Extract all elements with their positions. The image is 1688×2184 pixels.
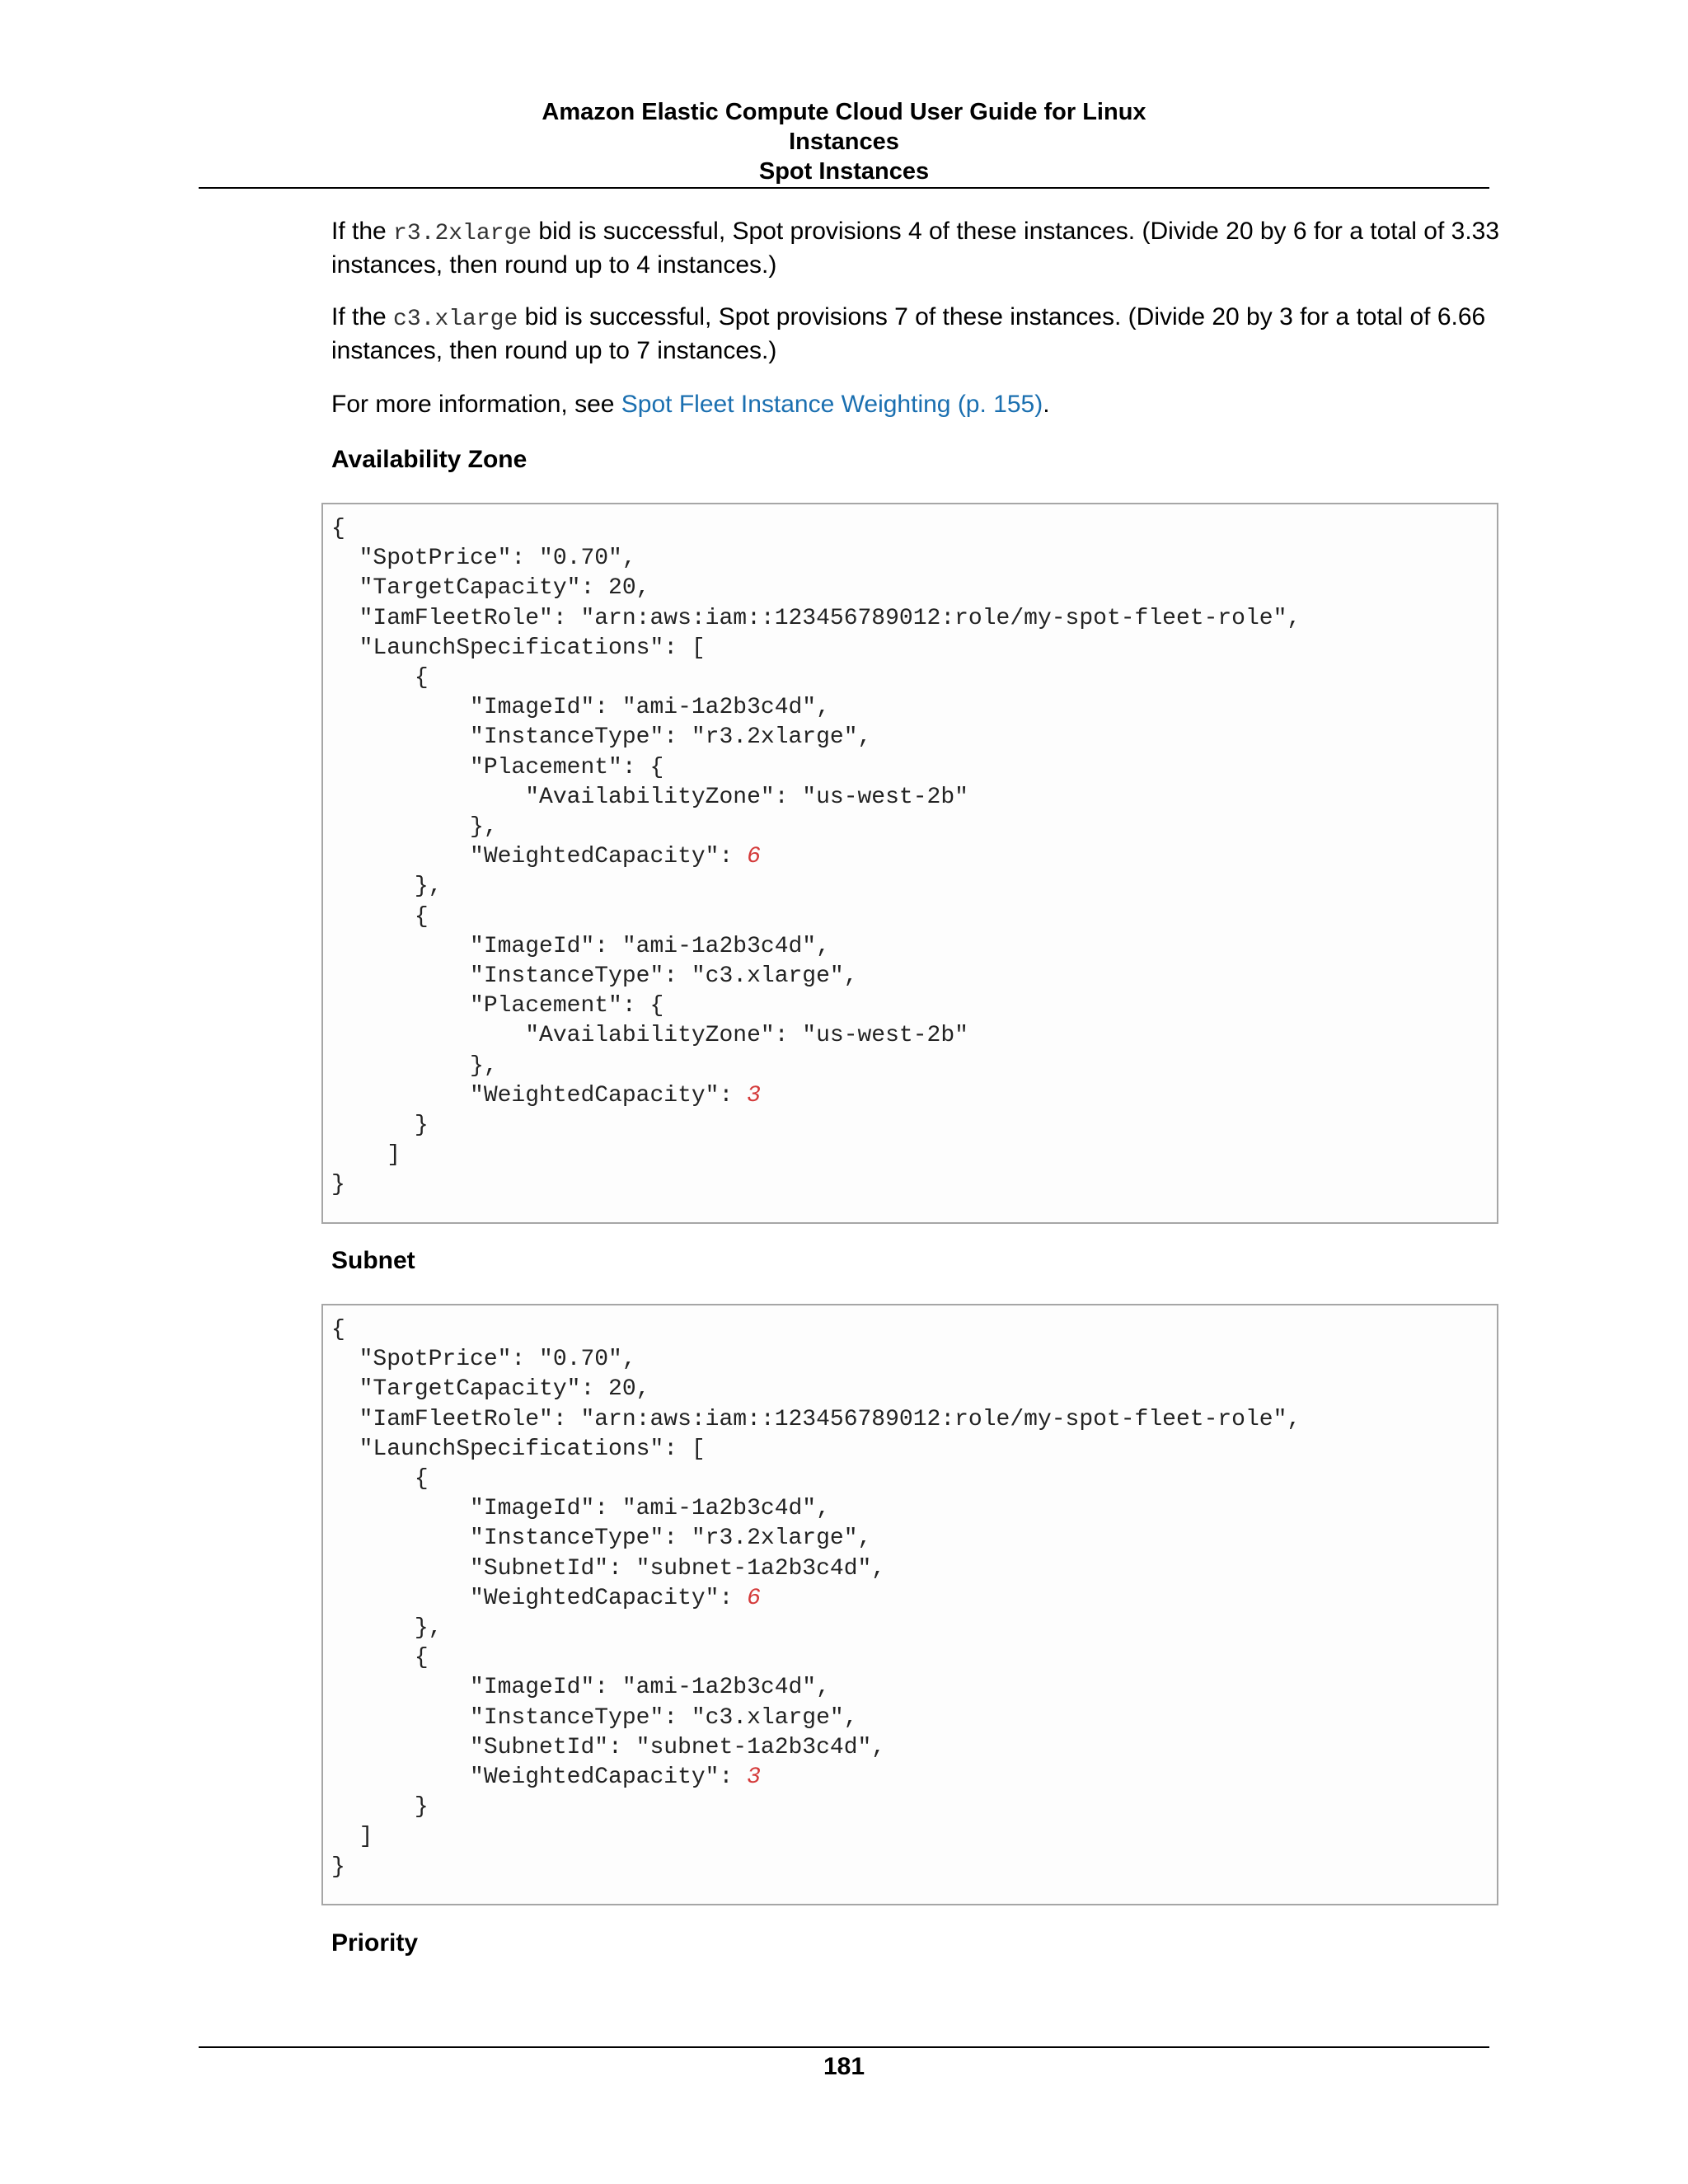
code-line: "WeightedCapacity": (331, 1585, 748, 1611)
code-line: { (331, 1645, 429, 1671)
code-line: }, (331, 1615, 443, 1642)
code-line: "WeightedCapacity": (331, 1082, 748, 1108)
code-line: "AvailabilityZone": "us-west-2b" (331, 1023, 968, 1049)
code-line: "ImageId": "ami-1a2b3c4d", (331, 1675, 830, 1701)
header-chapter: Instances (789, 129, 899, 155)
availability-zone-code-block (321, 503, 1498, 1224)
code-line: "SubnetId": "subnet-1a2b3c4d", (331, 1555, 886, 1582)
code-line: "Placement": { (331, 754, 664, 780)
code-line: }, (331, 874, 443, 900)
code-line: "Placement": { (331, 993, 664, 1019)
weighted-capacity-value: 3 (747, 1082, 761, 1108)
code-line: "WeightedCapacity": (331, 844, 748, 870)
weighted-capacity-value: 3 (747, 1765, 761, 1791)
paragraph-r3-provisioning: If the r3.2xlarge bid is successful, Spot provisions 4 of these instances. (Divide 20 by 6 for a total of 3.33 instances, then round up to 4 instances.) (331, 218, 1500, 279)
code-line: { (331, 1317, 345, 1343)
code-line: "TargetCapacity": 20, (331, 575, 650, 602)
code-line: "SubnetId": "subnet-1a2b3c4d", (331, 1734, 886, 1760)
instance-weighting-link[interactable]: Spot Fleet Instance Weighting (p. 155) (621, 391, 1043, 418)
code-line: }, (331, 1052, 498, 1079)
page-header (0, 97, 1688, 186)
code-line: "ImageId": "ami-1a2b3c4d", (331, 933, 830, 959)
code-line: "InstanceType": "c3.xlarge", (331, 1704, 858, 1731)
code-line: "TargetCapacity": 20, (331, 1376, 650, 1403)
code-line: } (331, 1113, 429, 1139)
code-line: { (331, 665, 429, 691)
weighted-capacity-value: 6 (747, 1585, 761, 1611)
code-line: { (331, 516, 345, 541)
code-line: "LaunchSpecifications": [ (331, 1436, 706, 1462)
code-line: "LaunchSpecifications": [ (331, 635, 706, 661)
inline-code-r3: r3.2xlarge (393, 221, 532, 246)
code-line: } (331, 1794, 429, 1821)
code-line: ] (331, 1824, 373, 1850)
code-line: "IamFleetRole": "arn:aws:iam::123456789012:role/my-spot-fleet-role", (331, 605, 1301, 631)
code-line: { (331, 903, 429, 930)
code-line: { (331, 1466, 429, 1493)
code-line: "IamFleetRole": "arn:aws:iam::123456789012:role/my-spot-fleet-role", (331, 1406, 1301, 1432)
code-line: "InstanceType": "c3.xlarge", (331, 963, 858, 990)
code-line: "InstanceType": "r3.2xlarge", (331, 724, 872, 751)
priority-heading: Priority (331, 1929, 419, 1957)
header-rule (199, 187, 1489, 189)
subnet-code-block (321, 1304, 1498, 1905)
code-line: "SpotPrice": "0.70", (331, 1347, 636, 1373)
code-line: "InstanceType": "r3.2xlarge", (331, 1526, 872, 1552)
page-number: 181 (823, 2053, 865, 2080)
weighted-capacity-value: 6 (747, 844, 761, 870)
code-line: }, (331, 814, 498, 841)
subnet-heading: Subnet (331, 1247, 415, 1274)
code-line: "WeightedCapacity": (331, 1765, 748, 1791)
code-line: } (331, 1854, 345, 1880)
inline-code-c3: c3.xlarge (393, 307, 518, 332)
paragraph-more-info: For more information, see Spot Fleet Instance Weighting (p. 155). (331, 391, 1050, 418)
code-line: "ImageId": "ami-1a2b3c4d", (331, 695, 830, 721)
footer-rule (199, 2046, 1489, 2048)
code-line: } (331, 1172, 345, 1198)
code-line: "SpotPrice": "0.70", (331, 546, 636, 572)
paragraph-c3-provisioning: If the c3.xlarge bid is successful, Spot provisions 7 of these instances. (Divide 20 by 3 for a total of 6.66 instances, then round up to 7 instances.) (331, 303, 1486, 364)
code-line: ] (331, 1142, 401, 1169)
code-line: "AvailabilityZone": "us-west-2b" (331, 784, 968, 810)
code-line: "ImageId": "ami-1a2b3c4d", (331, 1496, 830, 1522)
header-section: Spot Instances (758, 158, 930, 185)
header-guide-title: Amazon Elastic Compute Cloud User Guide for Linux (542, 99, 1146, 125)
availability-zone-heading: Availability Zone (331, 446, 528, 473)
